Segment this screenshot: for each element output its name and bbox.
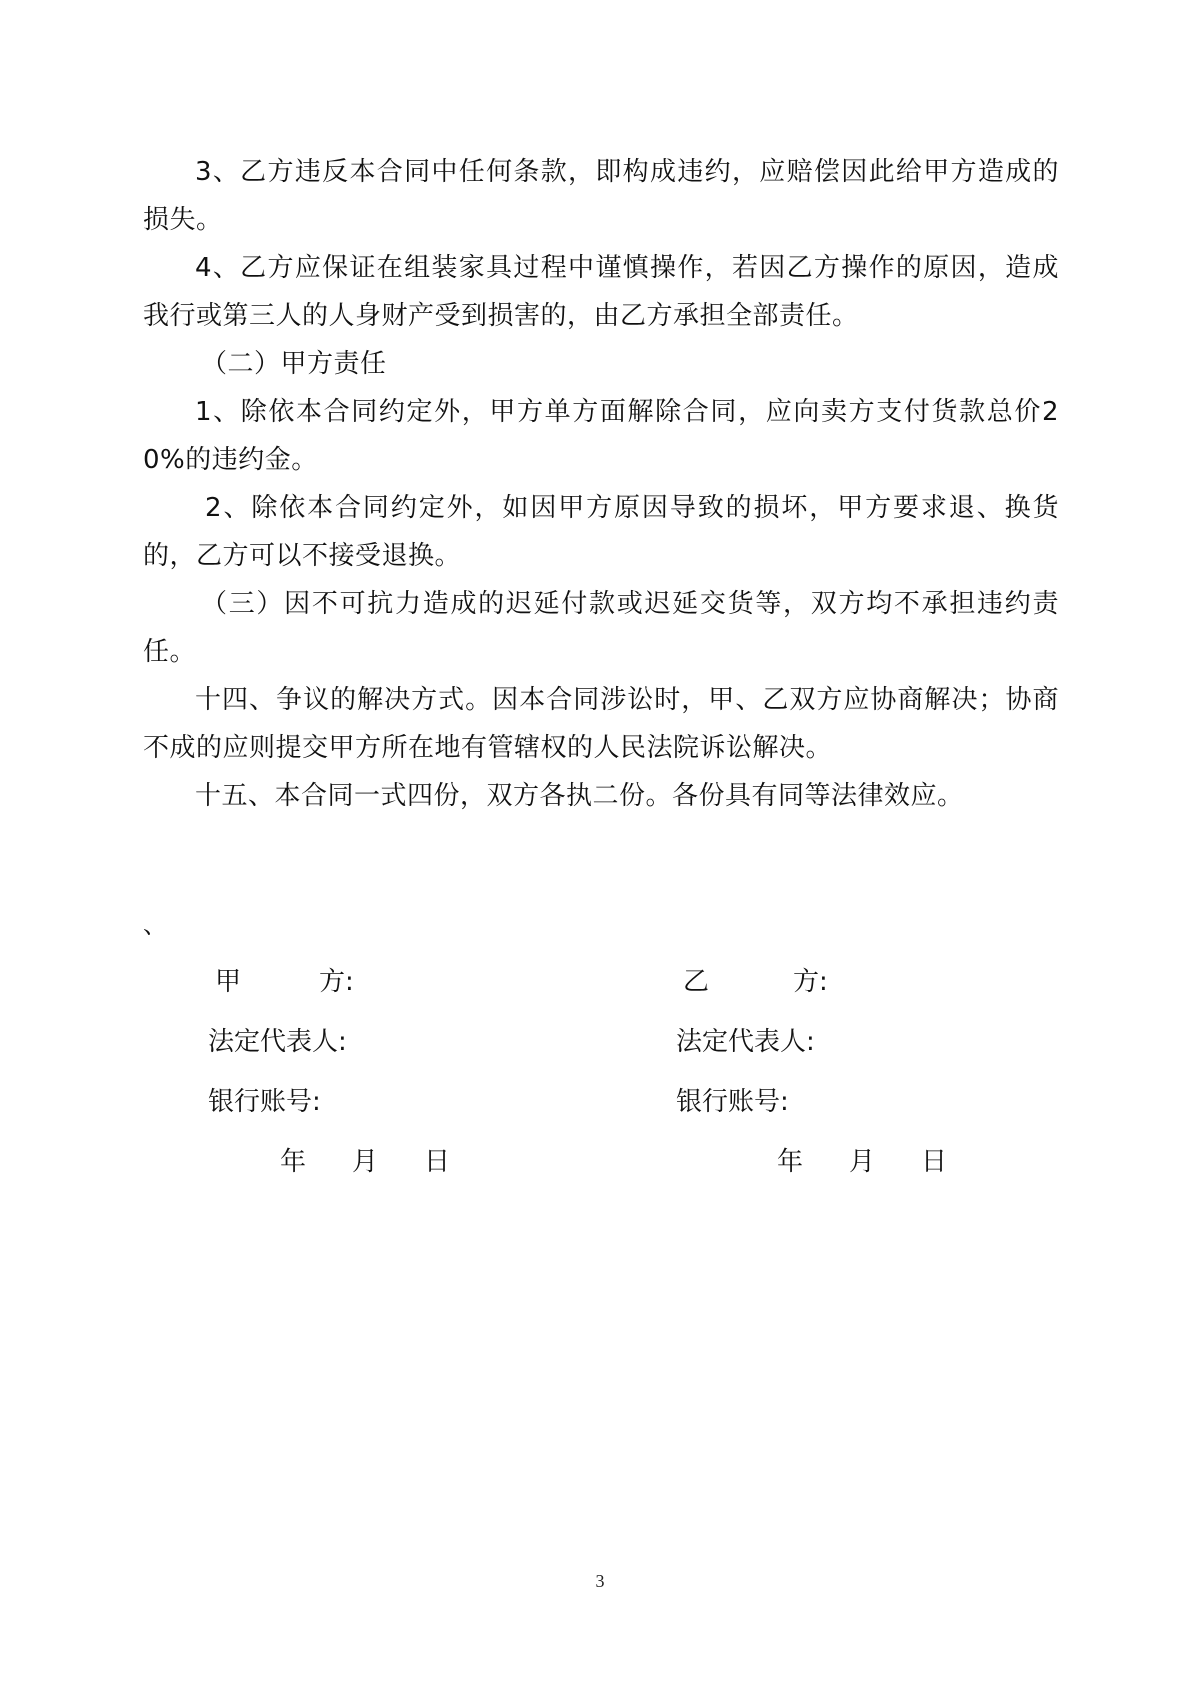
party-a-label-char1: 甲 (215, 967, 242, 997)
clause-paragraph: （三）因不可抗力造成的迟延付款或迟延交货等，双方均不承担违约责任。 (143, 589, 1059, 667)
party-a-year-label: 年 (280, 1147, 307, 1177)
section-heading: （二）甲方责任 (201, 349, 387, 379)
party-a-day-label: 日 (424, 1147, 451, 1177)
page-number: 3 (595, 1571, 605, 1591)
party-b-day-label: 日 (921, 1147, 948, 1177)
clause-paragraph: 1、除依本合同约定外，甲方单方面解除合同，应向卖方支付货款总价20%的违约金。 (143, 397, 1059, 475)
party-b-month-label: 月 (849, 1147, 876, 1177)
party-b-year-label: 年 (777, 1147, 804, 1177)
contract-body (143, 148, 1059, 820)
clause-paragraph: 4、乙方应保证在组装家具过程中谨慎操作，若因乙方操作的原因，造成我行或第三人的人身财产受到损害的，由乙方承担全部责任。 (143, 253, 1059, 331)
party-b-bank-account-label: 银行账号: (676, 1087, 789, 1117)
party-b-label-char2: 方: (793, 967, 828, 997)
party-a-date-line (280, 1144, 450, 1180)
clause-paragraph: 2、除依本合同约定外，如因甲方原因导致的损坏，甲方要求退、换货的，乙方可以不接受退换。 (143, 493, 1059, 571)
party-a-month-label: 月 (352, 1147, 379, 1177)
clause-paragraph: 十四、争议的解决方式。因本合同涉讼时，甲、乙双方应协商解决；协商不成的应则提交甲方所在地有管辖权的人民法院诉讼解决。 (143, 685, 1059, 763)
clause-paragraph: 3、乙方违反本合同中任何条款，即构成违约，应赔偿因此给甲方造成的损失。 (143, 157, 1059, 235)
party-a-legal-rep-label: 法定代表人: (208, 1027, 347, 1057)
party-a-bank-account-label: 银行账号: (208, 1087, 321, 1117)
party-b-label (683, 964, 828, 1000)
stray-punctuation-mark: 、 (143, 911, 167, 939)
party-b-label-char1: 乙 (683, 967, 710, 997)
party-b-date-line (777, 1144, 947, 1180)
party-b-legal-rep-label: 法定代表人: (676, 1027, 815, 1057)
party-a-label-char2: 方: (319, 967, 354, 997)
clause-paragraph: 十五、本合同一式四份，双方各执二份。各份具有同等法律效应。 (195, 781, 964, 811)
party-a-label (215, 964, 354, 1000)
